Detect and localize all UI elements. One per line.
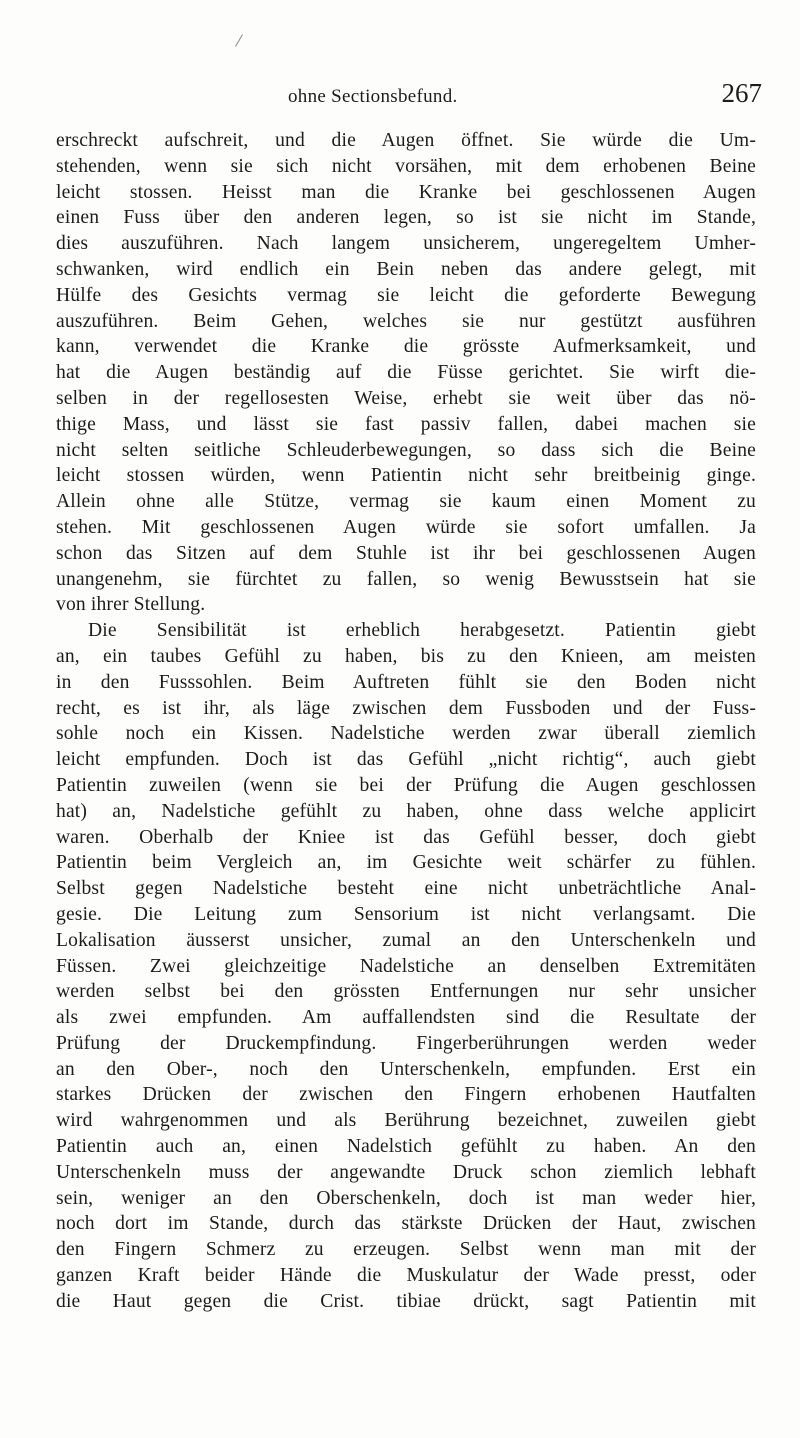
text-line: den Fingern Schmerz zu erzeugen. Selbst wenn man mit der [56,1239,756,1261]
text-line: thige Mass, und lässt sie fast passiv fallen, dabei machen sie [56,413,756,435]
text-line: einen Fuss über den anderen legen, so ist sie nicht im Stande, [56,207,756,229]
text-line: selben in der regellosesten Weise, erhebt sie weit über das nö- [56,387,756,409]
text-line: Selbst gegen Nadelstiche besteht eine nicht unbeträchtliche Anal- [56,878,756,900]
body-text [56,128,756,1315]
text-line: unangenehm, sie fürchtet zu fallen, so wenig Bewusstsein hat sie [56,568,756,590]
text-line: kann, verwendet die Kranke die grösste Aufmerksamkeit, und [56,336,756,358]
text-line: gesie. Die Leitung zum Sensorium ist nicht verlangsamt. Die [56,903,756,925]
page-number: 267 [721,78,762,108]
text-line: Lokalisation äusserst unsicher, zumal an den Unterschenkeln und [56,929,756,951]
text-line: waren. Oberhalb der Kniee ist das Gefühl besser, doch giebt [56,826,756,848]
paragraph [56,128,756,618]
text-line: stehen. Mit geschlossenen Augen würde sie sofort umfallen. Ja [56,516,756,538]
text-line: Allein ohne alle Stütze, vermag sie kaum einen Moment zu [56,491,756,513]
text-line: Unterschenkeln muss der angewandte Druck schon ziemlich lebhaft [56,1161,756,1183]
text-line: recht, es ist ihr, als läge zwischen dem Fussboden und der Fuss- [56,697,756,719]
text-line: wird wahrgenommen und als Berührung bezeichnet, zuweilen giebt [56,1110,756,1132]
text-line: schwanken, wird endlich ein Bein neben das andere gelegt, mit [56,258,756,280]
text-line: Hülfe des Gesichts vermag sie leicht die geforderte Bewegung [56,284,756,306]
text-line: sein, weniger an den Oberschenkeln, doch ist man weder hier, [56,1187,756,1209]
text-line: leicht empfunden. Doch ist das Gefühl „nicht richtig“, auch giebt [56,749,756,771]
text-line: Füssen. Zwei gleichzeitige Nadelstiche an denselben Extremitäten [56,955,756,977]
text-line: leicht stossen. Heisst man die Kranke bei geschlossenen Augen [56,181,756,203]
text-line: die Haut gegen die Crist. tibiae drückt, sagt Patientin mit [56,1290,756,1312]
text-line: ganzen Kraft beider Hände die Muskulatur der Wade presst, oder [56,1265,756,1287]
paragraph [56,618,756,1315]
text-line: werden selbst bei den grössten Entfernungen nur sehr unsicher [56,981,756,1003]
running-title: ohne Sectionsbefund. [288,86,458,107]
running-header [56,78,762,118]
text-line: Patientin beim Vergleich an, im Gesichte weit schärfer zu fühlen. [56,852,756,874]
text-line: Die Sensibilität ist erheblich herabgesetzt. Patientin giebt [88,620,756,642]
text-line: von ihrer Stellung. [56,594,206,616]
text-line: stehenden, wenn sie sich nicht vorsähen, mit dem erhobenen Beine [56,155,756,177]
text-line: auszuführen. Beim Gehen, welches sie nur gestützt ausführen [56,310,756,332]
text-line: als zwei empfunden. Am auffallendsten sind die Resultate der [56,1007,756,1029]
text-line: dies auszuführen. Nach langem unsicherem, ungeregeltem Umher- [56,233,756,255]
text-line: Patientin zuweilen (wenn sie bei der Prüfung die Augen geschlossen [56,774,756,796]
text-line: an den Ober-, noch den Unterschenkeln, empfunden. Erst ein [56,1058,756,1080]
text-line: schon das Sitzen auf dem Stuhle ist ihr bei geschlossenen Augen [56,542,756,564]
text-line: hat) an, Nadelstiche gefühlt zu haben, ohne dass welche applicirt [56,800,756,822]
text-line: noch dort im Stande, durch das stärkste Drücken der Haut, zwischen [56,1213,756,1235]
text-line: in den Fusssohlen. Beim Auftreten fühlt sie den Boden nicht [56,671,756,693]
text-line: Prüfung der Druckempfindung. Fingerberührungen werden weder [56,1032,756,1054]
text-line: hat die Augen beständig auf die Füsse gerichtet. Sie wirft die- [56,362,756,384]
text-line: leicht stossen würden, wenn Patientin nicht sehr breitbeinig ginge. [56,465,756,487]
text-line: nicht selten seitliche Schleuderbewegungen, so dass sich die Beine [56,439,756,461]
text-line: an, ein taubes Gefühl zu haben, bis zu den Knieen, am meisten [56,645,756,667]
text-line: sohle noch ein Kissen. Nadelstiche werden zwar überall ziemlich [56,723,756,745]
text-line: erschreckt aufschreit, und die Augen öffnet. Sie würde die Um- [56,130,756,151]
text-line: Patientin auch an, einen Nadelstich gefühlt zu haben. An den [56,1136,756,1158]
stray-pencil-mark [235,34,243,47]
text-line: starkes Drücken der zwischen den Fingern erhobenen Hautfalten [56,1084,756,1106]
